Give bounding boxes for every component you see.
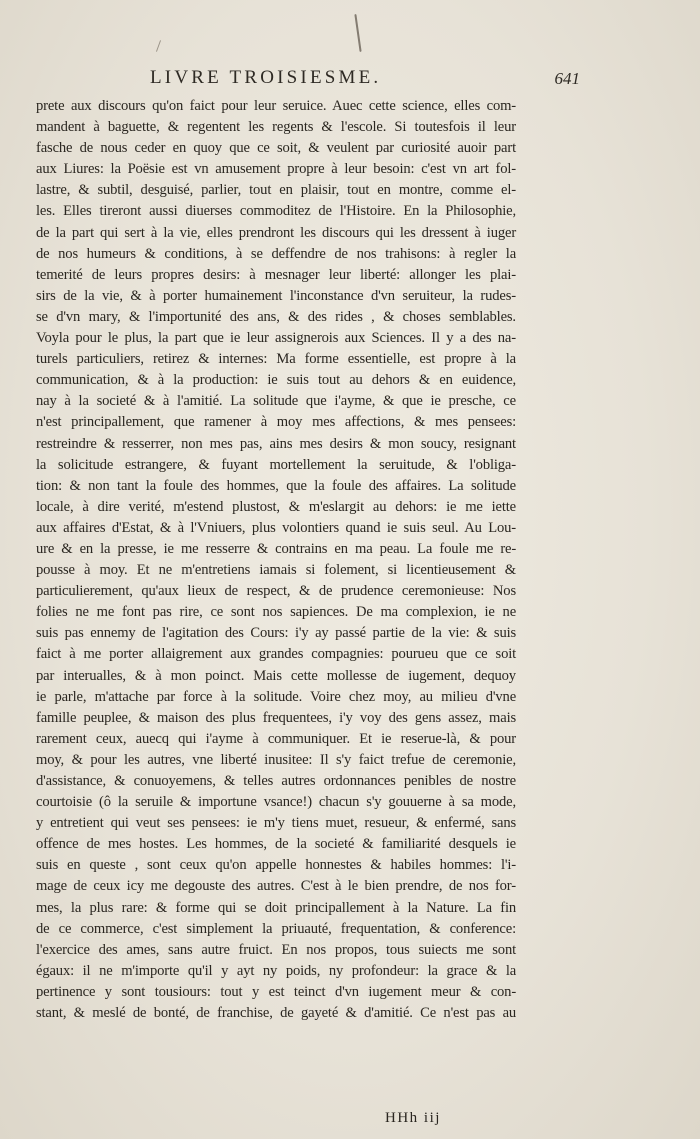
text-line: fasche de nous ceder en quoy que ce soit, & veulent par curiosité auoir part [36, 140, 516, 157]
text-line: offence de mes hostes. Les hommes, de la societé & familiarité desquels ie [36, 836, 516, 853]
text-line: restreindre & resserrer, non mes pas, ains mes desirs & mon soucy, resignant [36, 435, 516, 452]
text-line: rarement ceux, auecq qui i'ayme à communiquer. Et ie reserue-là, & pour [36, 730, 517, 747]
text-line: locale, à dire verité, m'estend plustost, & m'eslargit au dehors: ie me iette [36, 498, 516, 515]
text-line: communication, & à la production: ie suis tout au dehors & en euidence, [36, 372, 517, 389]
text-line: folies ne me font pas rire, ce sont nos sapiences. De ma complexion, ie ne [36, 604, 517, 621]
text-line: l'exercice des ames, sans autre fruict. En nos propos, tous suiects me sont [36, 941, 516, 958]
text-line: pertinence y sont tousiours: tout y est teinct d'vn iugement meur & con- [36, 983, 517, 1000]
text-line: de la part qui sert à la vie, elles prendront les discours qui les dressent à iuger [36, 224, 517, 241]
text-line: stant, & meslé de bonté, de franchise, de gayeté & d'amitié. Ce n'est pas au [36, 1005, 517, 1022]
text-line: aux Liures: la Poësie est vn amusement propre à leur besoin: c'est vn art fol- [36, 161, 516, 178]
text-line: ie parle, m'attache par force à la solitude. Voire chez moy, au milieu d'vne [36, 688, 517, 705]
text-line: mandent à baguette, & regentent les regents & l'escole. Si toutesfois il leur [36, 119, 516, 136]
margin-pencil-mark [156, 40, 161, 52]
text-line: courtoisie (ô la seruile & importune vsance!) chacun s'y gouuerne à sa mode, [36, 794, 516, 811]
text-line: y entretient qui veut ses pensees: ie m'y tiens muet, resueur, & enfermé, sans [36, 815, 517, 832]
text-line: mes, la plus rare: & forme qui se doit principallement à la Nature. La fin [36, 899, 517, 916]
text-line: par interualles, & à mon poinct. Mais cette mollesse de iugement, dequoy [36, 667, 516, 684]
text-line: sirs de la vie, & à porter humainement l'inconstance d'vn seruiteur, la rudes- [36, 287, 516, 304]
text-line: lastre, & subtil, desguisé, parlier, tout en plaisir, tout en montre, comme el- [36, 182, 516, 199]
text-line: ure & en la presse, ie me resserre & contrains en ma peau. La foule me re- [36, 540, 517, 557]
text-line: suis pas ennemy de l'agitation des Cours: i'y ay passé partie de la vie: & suis [36, 625, 517, 642]
text-line: tion: & non tant la foule des hommes, que la foule des affaires. La solitude [36, 477, 516, 494]
text-line: faict à me porter allaigrement aux grandes compagnies: pourueu que ce soit [36, 646, 517, 663]
running-head [150, 67, 580, 91]
text-line: aux affaires d'Estat, & à l'Vniuers, plus volontiers quand ie suis seul. Au Lou- [36, 519, 517, 536]
text-line: égaux: il ne m'importe qu'il y ayt ny poids, ny profondeur: la grace & la [36, 962, 517, 979]
text-line: de ce commerce, c'est simplement la priuauté, frequentation, & conference: [36, 920, 516, 937]
text-line: se d'vn mary, & l'importunité des ans, & des rides , & choses semblables. [36, 308, 516, 325]
text-line: de nos humeurs & conditions, à se deffendre de nos trahisons: à regler la [36, 245, 517, 262]
text-line: la solicitude estrangere, & fuyant mortellement la seruitude, & l'obliga- [36, 456, 516, 473]
text-line: temerité de leurs propres desirs: à mesnager leur liberté: allonger les plai- [36, 266, 516, 283]
text-line: mage de ceux icy me degouste des autres. C'est à le bien prendre, de nos for- [36, 878, 516, 895]
text-line: particulierement, qu'aux lieux de respect, & de prudence ceremonieuse: Nos [36, 583, 516, 600]
text-line: pousse à moy. Et ne m'entretiens iamais si folement, si licentieusement & [36, 562, 516, 579]
text-line: d'assistance, & conuoyemens, & telles autres ordonnances penibles de nostre [36, 773, 516, 789]
body-text [36, 96, 516, 1024]
running-title: LIVRE TROISIESME. [150, 67, 382, 88]
signature-mark: HHh iij [385, 1110, 441, 1126]
text-line: n'est principallement, que ramener à moy mes affections, & mes pensees: [36, 414, 517, 431]
text-line: Voyla pour le plus, la part que ie leur assignerois aux Sciences. Il y a des na- [36, 330, 516, 347]
text-line: nay à la societé & à l'amitié. La solitude que i'ayme, & que ie presche, ce [36, 393, 516, 410]
page-number: 641 [554, 69, 580, 88]
text-line: suis en queste , sont ceux qu'on appelle honnestes & habiles hommes: l'i- [36, 857, 516, 874]
text-line: famille peuplee, & maison des plus frequentees, i'y voy des gens assez, mais [36, 709, 517, 726]
margin-ink-mark [354, 14, 361, 52]
text-line: prete aux discours qu'on faict pour leur seruice. Auec cette science, elles com- [36, 98, 517, 114]
text-line: moy, & pour les autres, vne liberté inusitee: Il s'y faict trefue de ceremonie, [36, 751, 517, 768]
text-line: les. Elles tireront aussi diuerses commoditez de l'Histoire. En la Philosophie, [36, 203, 517, 220]
text-line: turels particuliers, retirez & internes: Ma forme essentielle, est propre à la [36, 351, 516, 368]
